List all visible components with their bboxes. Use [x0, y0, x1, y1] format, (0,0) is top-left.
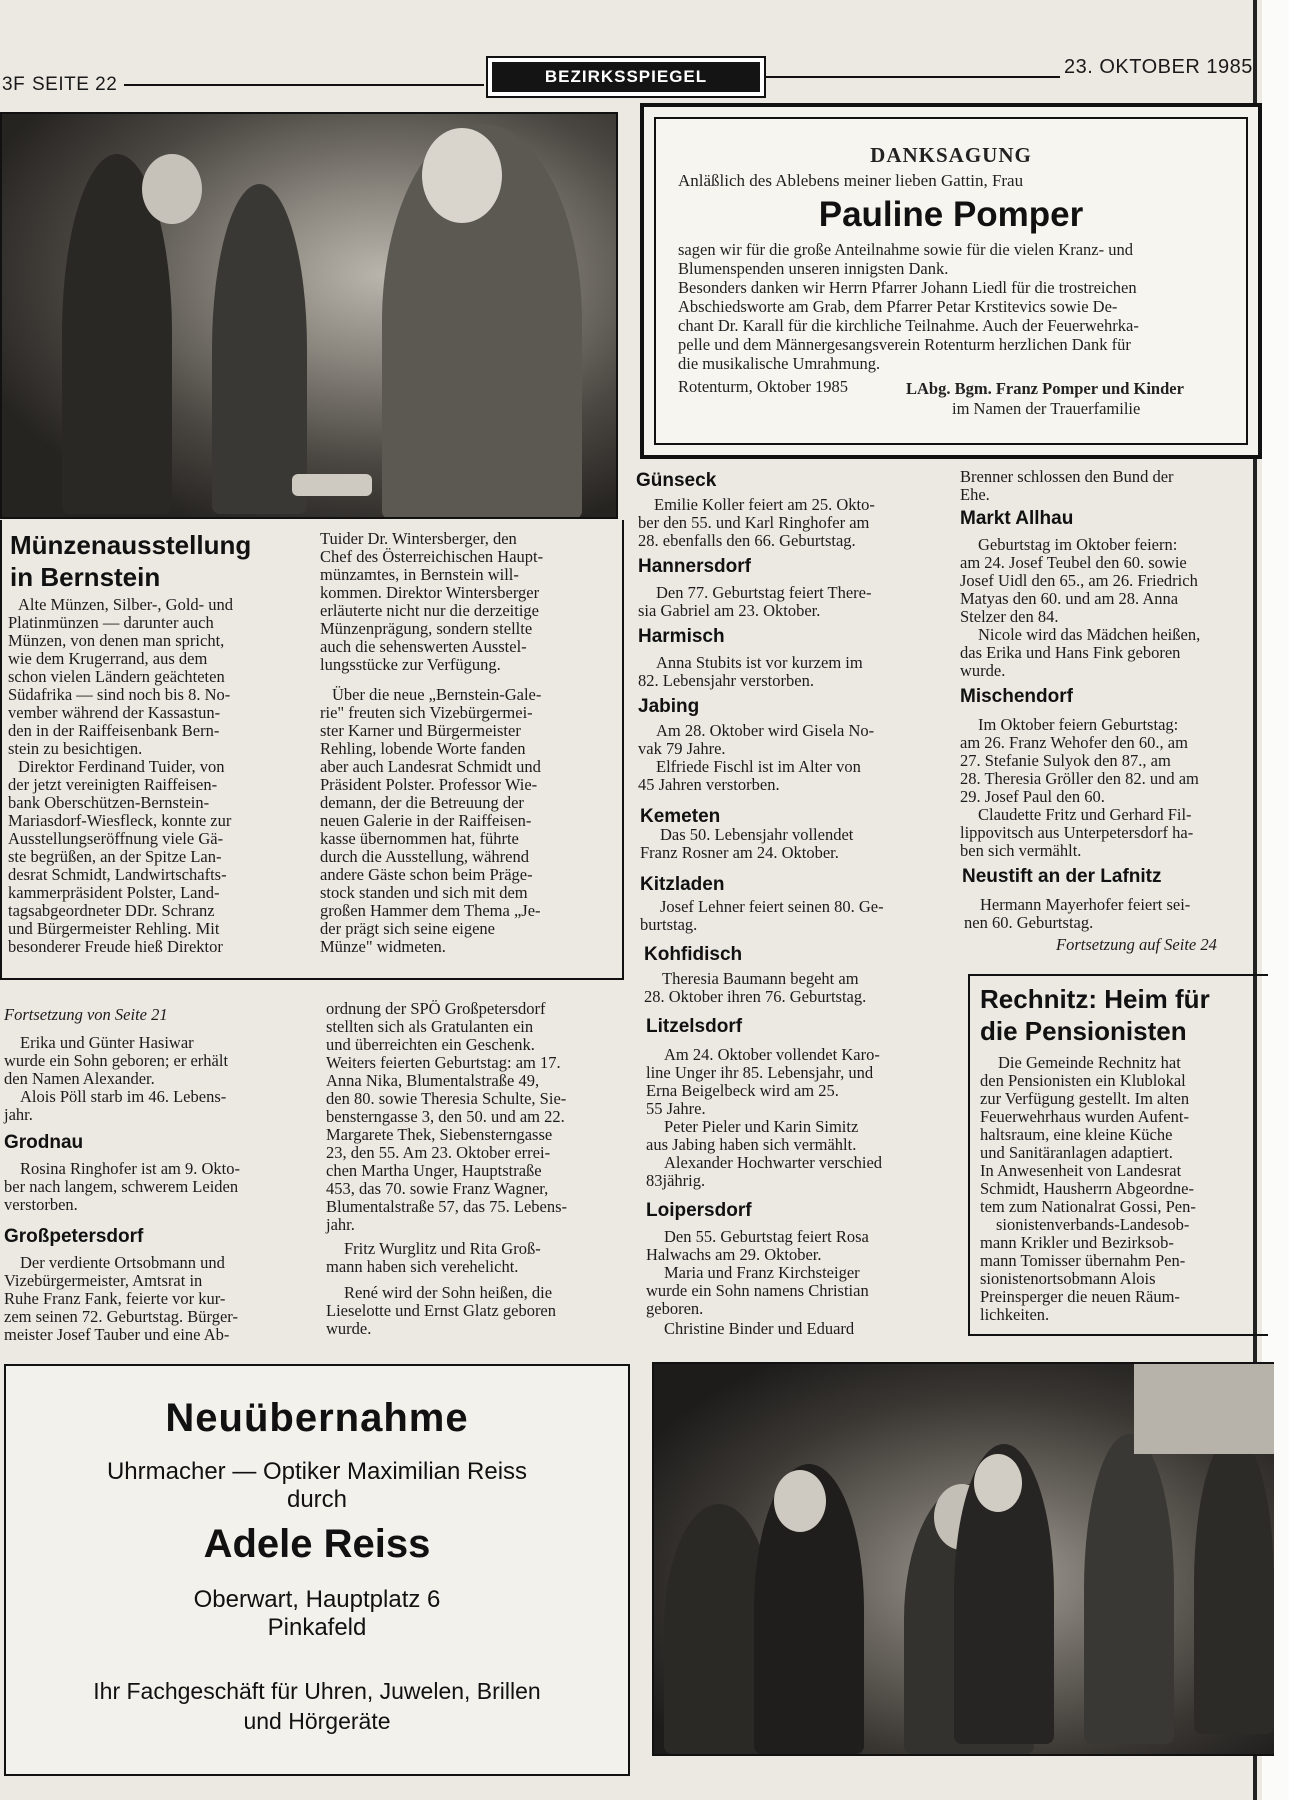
rechnitz-text: lichkeiten. — [980, 1305, 1050, 1324]
photo-pensionisten — [652, 1362, 1274, 1756]
col3-text: geboren. — [646, 1299, 704, 1318]
muenzen-text: stock standen und sich mit dem — [320, 883, 528, 902]
danksagung-line: Abschiedsworte am Grab, dem Pfarrer Petar Krstitevics sowie De- — [678, 297, 1118, 316]
danksagung-intro: Anläßlich des Ablebens meiner lieben Gattin, Frau — [678, 171, 1024, 190]
col3-text: 28. Oktober ihren 76. Geburtstag. — [644, 987, 867, 1006]
col3-text: Alexander Hochwarter verschied — [664, 1153, 883, 1172]
col3-text: Das 50. Lebensjahr vollendet — [660, 825, 854, 844]
fortsetzung-text: jahr. — [4, 1105, 33, 1124]
fortsetzung-text: Der verdiente Ortsobmann und — [20, 1253, 225, 1272]
article-border-right — [622, 520, 624, 978]
col4-text: Brenner schlossen den Bund der — [960, 467, 1174, 486]
col4-text: Hermann Mayerhofer feiert sei- — [980, 895, 1191, 914]
col3-text: 82. Lebensjahr verstorben. — [638, 671, 814, 690]
col4-text: Josef Uidl den 65., am 26. Friedrich — [960, 571, 1198, 590]
fortsetzung-text: wurde. — [326, 1319, 372, 1338]
col3-text: 45 Jahren verstorben. — [638, 775, 780, 794]
col3-text: Elfriede Fischl ist im Alter von — [656, 757, 861, 776]
muenzen-text: Rehling, lobende Worte fanden — [320, 739, 526, 758]
danksagung-line: Besonders danken wir Herrn Pfarrer Johann Liedl für die trostreichen — [678, 278, 1137, 297]
muenzen-text: Chef des Österreichischen Haupt- — [320, 547, 544, 566]
col3-text: Am 24. Oktober vollendet Karo- — [664, 1045, 880, 1064]
fortsetzung-text: 453, das 70. sowie Franz Wagner, — [326, 1179, 549, 1198]
article-border-left — [0, 520, 2, 980]
col4-text: nen 60. Geburtstag. — [964, 913, 1094, 932]
col3-text: Erna Beigelbeck wird am 25. — [646, 1081, 839, 1100]
issue-date: 23. OKTOBER 1985 — [1064, 56, 1253, 78]
col4-text: 27. Stefanie Sulyok den 87., am — [960, 751, 1171, 770]
muenzen-text: ster Karner und Bürgermeister — [320, 721, 521, 740]
col3-text: Theresia Baumann begeht am — [662, 969, 859, 988]
fortsetzung-text: Ruhe Franz Fank, feierte vor kur- — [4, 1289, 226, 1308]
col3-text: Josef Lehner feiert seinen 80. Ge- — [660, 897, 884, 916]
col3-text: Franz Rosner am 24. Oktober. — [640, 843, 839, 862]
danksagung-line: Blumenspenden unseren innigsten Dank. — [678, 259, 949, 278]
fortsetzung-text: ber nach langem, schwerem Leiden — [4, 1177, 239, 1196]
section-banner — [486, 56, 766, 98]
photo-muenzenausstellung — [0, 112, 618, 519]
heading-litzelsdorf: Litzelsdorf — [646, 1016, 743, 1037]
photo-figure — [212, 184, 307, 514]
fortsetzung-text: stellten sich als Gratulanten ein — [326, 1017, 534, 1036]
heading-jabing: Jabing — [638, 696, 700, 717]
heading-kohfidisch: Kohfidisch — [644, 944, 743, 965]
header-rule-right — [764, 76, 1060, 78]
muenzen-text: Platinmünzen — darunter auch — [8, 613, 214, 632]
rechnitz-text: und Sanitäranlagen adaptiert. — [980, 1143, 1173, 1162]
muenzen-text: neuen Galerie in der Raiffeisen- — [320, 811, 532, 830]
muenzen-text: Münzen, von denen man spricht, — [8, 631, 225, 650]
muenzen-headline-2: in Bernstein — [10, 562, 161, 592]
fortsetzung-text: Alois Pöll starb im 46. Lebens- — [20, 1087, 227, 1106]
fortsetzung-text: 23, den 55. Am 23. Oktober errei- — [326, 1143, 551, 1162]
muenzen-text: Präsident Polster. Professor Wie- — [320, 775, 538, 794]
fortsetzung-text: Rosina Ringhofer ist am 9. Okto- — [20, 1159, 240, 1178]
col4-text: Stelzer den 84. — [960, 607, 1059, 626]
col3-text: Anna Stubits ist vor kurzem im — [656, 653, 863, 672]
rechnitz-text: Feuerwehrhaus wurden Aufent- — [980, 1107, 1189, 1126]
col4-text: Ehe. — [960, 485, 990, 504]
danksagung-title: DANKSAGUNG — [870, 143, 1032, 167]
fortsetzung-text: Erika und Günter Hasiwar — [20, 1033, 194, 1052]
heading-markt-allhau: Markt Allhau — [960, 508, 1074, 529]
rechnitz-text: tem zum Nationalrat Gossi, Pen- — [980, 1197, 1196, 1216]
col4-text: Nicole wird das Mädchen heißen, — [978, 625, 1201, 644]
heading-grosspetersdorf: Großpetersdorf — [4, 1226, 144, 1247]
muenzen-text: und Bürgermeister Rehling. Mit — [8, 919, 220, 938]
col3-text: Halwachs am 29. Oktober. — [646, 1245, 822, 1264]
heading-harmisch: Harmisch — [638, 626, 725, 647]
ad-address-2: Pinkafeld — [267, 1614, 367, 1641]
col4-text: lippovitsch aus Unterpetersdorf ha- — [960, 823, 1194, 842]
heading-grodnau: Grodnau — [4, 1132, 84, 1153]
col4-text: 29. Josef Paul den 60. — [960, 787, 1105, 806]
fortsetzung-text: Margarete Thek, Siebensterngasse — [326, 1125, 553, 1144]
col3-text: Den 55. Geburtstag feiert Rosa — [664, 1227, 869, 1246]
col3-text: 28. ebenfalls den 66. Geburtstag. — [638, 531, 856, 550]
muenzen-text: der prägt sich seine eigene — [320, 919, 496, 938]
muenzen-text: stein zu besichtigen. — [8, 739, 143, 758]
ad-address-1: Oberwart, Hauptplatz 6 — [193, 1586, 441, 1613]
muenzen-text: besonderer Freude hieß Direktor — [8, 937, 223, 956]
heading-guenseck: Günseck — [636, 470, 717, 491]
fortsetzung-text: Vizebürgermeister, Amtsrat in — [4, 1271, 203, 1290]
muenzen-text: bank Oberschützen-Bernstein- — [8, 793, 210, 812]
ad-headline: Neuübernahme — [165, 1396, 469, 1440]
fortsetzung-text: zem seinen 72. Geburtstag. Bürger- — [4, 1307, 238, 1326]
danksagung-name: Pauline Pomper — [818, 195, 1084, 234]
photo-face — [142, 154, 202, 224]
muenzen-text: ste begrüßen, an der Spitze Lan- — [8, 847, 222, 866]
col3-text: ber den 55. und Karl Ringhofer am — [638, 513, 870, 532]
muenzen-text: kammerpräsident Polster, Land- — [8, 883, 220, 902]
rechnitz-text: Preinsperger die neuen Räum- — [980, 1287, 1180, 1306]
ad-line-2: durch — [286, 1486, 348, 1513]
muenzen-text: rie" freuten sich Vizebürgermei- — [320, 703, 533, 722]
muenzen-text: Münzenprägung, sondern stellte — [320, 619, 533, 638]
rechnitz-headline-2: die Pensionisten — [980, 1016, 1187, 1046]
col4-text: Claudette Fritz und Gerhard Fil- — [978, 805, 1192, 824]
muenzen-text: münzamtes, in Bernstein will- — [320, 565, 519, 584]
muenzen-text: Alte Münzen, Silber-, Gold- und — [18, 595, 234, 614]
col3-text: line Unger ihr 85. Lebensjahr, und — [646, 1063, 874, 1082]
muenzen-text: kasse übernommen hat, führte — [320, 829, 519, 848]
fortsetzung-text: chen Martha Unger, Hauptstraße — [326, 1161, 542, 1180]
fortsetzung-text: wurde ein Sohn geboren; er erhält — [4, 1051, 229, 1070]
header-rule-left — [124, 84, 484, 86]
heading-kemeten: Kemeten — [640, 806, 721, 827]
muenzen-text: durch die Ausstellung, während — [320, 847, 529, 866]
col3-text: 83jährig. — [646, 1171, 706, 1190]
muenzen-text: der jetzt vereinigten Raiffeisen- — [8, 775, 218, 794]
muenzen-text: Münze" widmeten. — [320, 937, 446, 956]
muenzen-headline-1: Münzenausstellung — [10, 530, 252, 560]
ad-slogan-1: Ihr Fachgeschäft für Uhren, Juwelen, Brillen — [93, 1678, 541, 1704]
muenzen-text: lungsstücke zur Verfügung. — [320, 655, 501, 674]
fortsetzung-text: bensterngasse 3, den 50. und am 22. — [326, 1107, 565, 1126]
ad-slogan-2: und Hörgeräte — [243, 1708, 391, 1734]
fortsetzung-text: den Namen Alexander. — [4, 1069, 155, 1088]
muenzen-text: Mariasdorf-Wiesfleck, konnte zur — [8, 811, 232, 830]
rechnitz-text: sionistenverbands-Landesob- — [996, 1215, 1190, 1234]
photo-figure — [1084, 1434, 1174, 1744]
photo-face — [774, 1470, 826, 1532]
section-title: BEZIRKSSPIEGEL — [492, 62, 760, 92]
photo-window — [1134, 1364, 1274, 1454]
col3-text: Den 77. Geburtstag feiert There- — [656, 583, 872, 602]
col4-text: am 26. Franz Wehofer den 60., am — [960, 733, 1188, 752]
col4-text: 28. Theresia Gröller den 82. und am — [960, 769, 1199, 788]
photo-figure — [1194, 1434, 1274, 1734]
fortsetzung-text: Fritz Wurglitz und Rita Groß- — [344, 1239, 541, 1258]
col3-text: aus Jabing haben sich vermählt. — [646, 1135, 857, 1154]
muenzen-text: erläuterte nicht nur die derzeitige — [320, 601, 539, 620]
col4-text: Geburtstag im Oktober feiern: — [978, 535, 1178, 554]
danksagung-line: die musikalische Umrahmung. — [678, 354, 881, 373]
rechnitz-text: sionistenortsobmann Alois — [980, 1269, 1156, 1288]
photo-face — [422, 128, 502, 223]
danksagung-place-date: Rotenturm, Oktober 1985 — [678, 377, 849, 396]
fortsetzung-text: den 80. sowie Theresia Schulte, Sie- — [326, 1089, 567, 1108]
rechnitz-text: Die Gemeinde Rechnitz hat — [998, 1053, 1181, 1072]
heading-hannersdorf: Hannersdorf — [638, 556, 751, 577]
muenzen-text: auch die sehenswerten Ausstel- — [320, 637, 527, 656]
col3-text: Am 28. Oktober wird Gisela No- — [656, 721, 875, 740]
muenzen-text: vember während der Kassastun- — [8, 703, 221, 722]
ad-name: Adele Reiss — [203, 1522, 431, 1566]
col3-text: sia Gabriel am 23. Oktober. — [638, 601, 821, 620]
heading-loipersdorf: Loipersdorf — [646, 1200, 752, 1221]
rechnitz-text: haltsraum, eine kleine Küche — [980, 1125, 1173, 1144]
fortsetzung-text: Anna Nika, Blumentalstraße 49, — [326, 1071, 540, 1090]
danksagung-signature-sub: im Namen der Trauerfamilie — [952, 399, 1141, 418]
rechnitz-text: den Pensionisten ein Klublokal — [980, 1071, 1186, 1090]
page-prefix: 3F — [2, 74, 26, 95]
fortsetzung-text: ordnung der SPÖ Großpetersdorf — [326, 999, 546, 1018]
muenzen-text: desrat Schmidt, Landwirtschafts- — [8, 865, 227, 884]
muenzen-text: Ausstellungseröffnung viele Gä- — [8, 829, 224, 848]
col4-text: das Erika und Hans Fink geboren — [960, 643, 1181, 662]
fortsetzung-text: René wird der Sohn heißen, die — [344, 1283, 553, 1302]
muenzen-text: Direktor Ferdinand Tuider, von — [18, 757, 225, 776]
fortsetzung-text: mann haben sich verehelicht. — [326, 1257, 519, 1276]
muenzen-text: den in der Raiffeisenbank Bern- — [8, 721, 220, 740]
fortsetzung-text: Weiters feierten Geburtstag: am 17. — [326, 1053, 561, 1072]
muenzen-text: schon vielen Ländern geächteten — [8, 667, 225, 686]
article-border-bottom — [0, 978, 624, 980]
col3-text: burtstag. — [640, 915, 698, 934]
col3-text: wurde ein Sohn namens Christian — [646, 1281, 869, 1300]
col4-text: am 24. Josef Teubel den 60. sowie — [960, 553, 1187, 572]
muenzen-text: Südafrika — sind noch bis 8. No- — [8, 685, 231, 704]
muenzen-text: Tuider Dr. Wintersberger, den — [320, 529, 517, 548]
danksagung-signature: LAbg. Bgm. Franz Pomper und Kinder — [906, 379, 1184, 398]
muenzen-text: Über die neue „Bernstein-Gale- — [332, 685, 542, 704]
rechnitz-text: zur Verfügung gestellt. Im alten — [980, 1089, 1190, 1108]
heading-kitzladen: Kitzladen — [640, 874, 725, 895]
muenzen-text: kommen. Direktor Wintersberger — [320, 583, 540, 602]
fortsetzung-auf-seite: Fortsetzung auf Seite 24 — [1056, 935, 1217, 954]
muenzen-text: aber auch Landesrat Schmidt und — [320, 757, 541, 776]
fortsetzung-text: verstorben. — [4, 1195, 78, 1214]
rechnitz-headline-1: Rechnitz: Heim für — [980, 984, 1210, 1014]
col4-text: ben sich vermählt. — [960, 841, 1082, 860]
muenzen-text: demann, der die Betreuung der — [320, 793, 524, 812]
rechnitz-text: In Anwesenheit von Landesrat — [980, 1161, 1182, 1180]
fortsetzung-text: meister Josef Tauber und eine Ab- — [4, 1325, 230, 1344]
danksagung-line: chant Dr. Karall für die kirchliche Teilnahme. Auch der Feuerwehrka- — [678, 316, 1139, 335]
muenzen-text: wie dem Krugerrand, aus dem — [8, 649, 208, 668]
ad-line-1: Uhrmacher — Optiker Maximilian Reiss — [106, 1458, 528, 1485]
heading-neustift: Neustift an der Lafnitz — [962, 866, 1162, 887]
fortsetzung-text: und überreichten ein Geschenk. — [326, 1035, 535, 1054]
fortsetzung-text: jahr. — [326, 1215, 355, 1234]
col4-text: wurde. — [960, 661, 1006, 680]
col3-text: vak 79 Jahre. — [638, 739, 726, 758]
fortsetzung-text: Lieselotte und Ernst Glatz geboren — [326, 1301, 557, 1320]
danksagung-line: pelle und dem Männergesangsverein Rotenturm herzlichen Dank für — [678, 335, 1131, 354]
muenzen-text: großen Hammer dem Thema „Je- — [320, 901, 541, 920]
col3-text: Emilie Koller feiert am 25. Okto- — [654, 495, 875, 514]
col3-text: 55 Jahre. — [646, 1099, 706, 1118]
rechnitz-text: mann Krikler und Bezirksob- — [980, 1233, 1174, 1252]
fortsetzung-text: Blumentalstraße 57, das 75. Lebens- — [326, 1197, 568, 1216]
col4-text: Im Oktober feiern Geburtstag: — [978, 715, 1179, 734]
rechnitz-text: Schmidt, Hausherrn Abgeordne- — [980, 1179, 1194, 1198]
advertisement-reiss — [4, 1364, 630, 1776]
muenzen-text: andere Gäste schon beim Präge- — [320, 865, 533, 884]
muenzen-text: tagsabgeordneter DDr. Schranz — [8, 901, 215, 920]
danksagung-notice — [640, 103, 1262, 459]
photo-hammer — [292, 474, 372, 496]
fortsetzung-kicker: Fortsetzung von Seite 21 — [4, 1005, 168, 1024]
rechnitz-text: mann Tomisser übernahm Pen- — [980, 1251, 1186, 1270]
col3-text: Christine Binder und Eduard — [664, 1319, 855, 1338]
danksagung-line: sagen wir für die große Anteilnahme sowie für die vielen Kranz- und — [678, 240, 1133, 259]
photo-face — [974, 1454, 1022, 1512]
page-number: SEITE 22 — [32, 74, 118, 95]
heading-mischendorf: Mischendorf — [960, 686, 1073, 707]
col3-text: Maria und Franz Kirchsteiger — [664, 1263, 860, 1282]
col4-text: Matyas den 60. und am 28. Anna — [960, 589, 1179, 608]
col3-text: Peter Pieler und Karin Simitz — [664, 1117, 859, 1136]
